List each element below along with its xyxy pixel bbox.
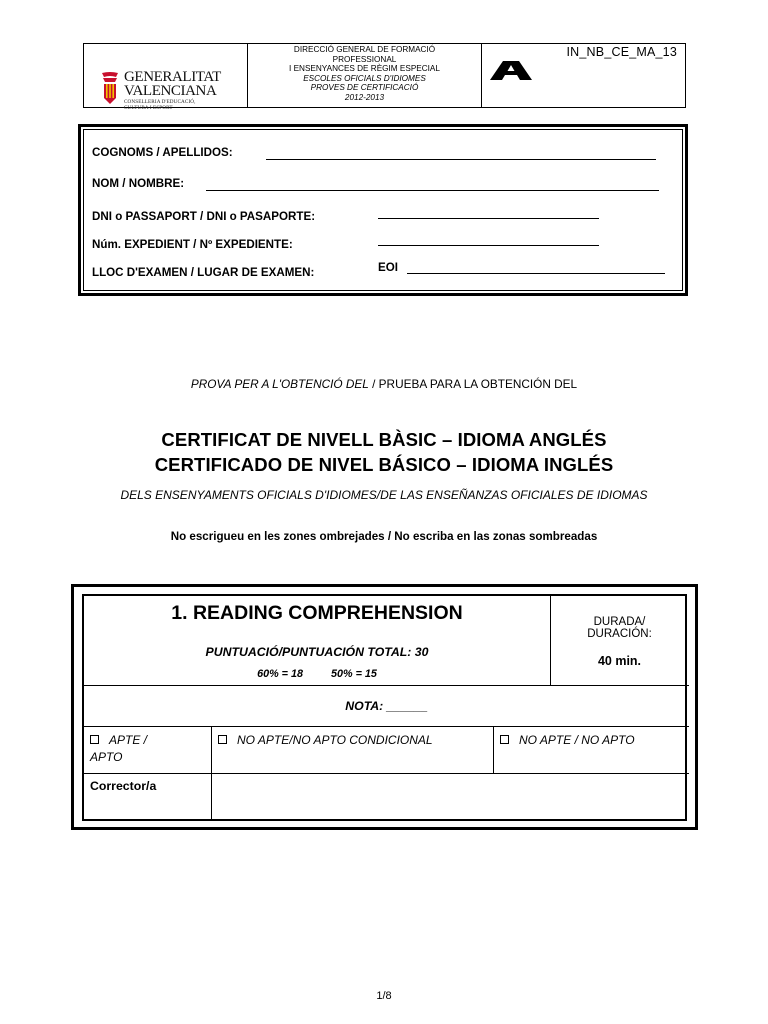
name-row bbox=[92, 177, 184, 190]
exam-subtitle: DELS ENSENYAMENTS OFICIALS D'IDIOMES/DE LAS ENSEÑANZAS OFICIALES DE IDIOMAS bbox=[120, 488, 648, 502]
header-code-cell bbox=[482, 44, 685, 107]
row-divider-1 bbox=[84, 685, 689, 686]
title-catalan: CERTIFICAT DE NIVELL BÀSIC – IDIOMA ANGLÉS bbox=[161, 429, 607, 450]
logo-department: CONSELLERIA D'EDUCACIÓ, CULTURA I ESPORT bbox=[124, 99, 196, 111]
exam-intro: PROVA PER A L'OBTENCIÓ DEL / PRUEBA PARA LA OBTENCIÓN DEL bbox=[190, 377, 578, 391]
title-spanish: CERTIFICADO DE NIVEL BÁSICO – IDIOMA INGLÉS bbox=[154, 454, 614, 475]
eoi-field[interactable] bbox=[407, 273, 665, 274]
row-divider-2 bbox=[84, 726, 689, 727]
file-label: Núm. EXPEDIENT / Nº EXPEDIENTE: bbox=[92, 238, 293, 251]
level-a-icon bbox=[490, 61, 532, 80]
candidate-data-box bbox=[78, 124, 688, 296]
corrector-label: Corrector/a bbox=[90, 779, 157, 793]
duration-divider bbox=[550, 596, 551, 685]
apte-checkbox[interactable] bbox=[90, 735, 99, 744]
pass-thresholds: 60% = 18 50% = 15 bbox=[257, 668, 377, 680]
logo-cell bbox=[84, 44, 248, 111]
id-row bbox=[92, 210, 315, 223]
eoi-label: EOI bbox=[378, 261, 398, 274]
name-label: NOM / NOMBRE: bbox=[92, 177, 185, 190]
surnames-row bbox=[92, 146, 233, 159]
reading-score-table bbox=[82, 594, 687, 821]
page-number: 1/8 bbox=[376, 990, 392, 1002]
no-apte-checkbox[interactable] bbox=[500, 735, 509, 744]
surnames-label: COGNOMS / APELLIDOS: bbox=[92, 146, 233, 159]
place-row bbox=[92, 266, 314, 279]
option-apte[interactable]: APTE / APTO bbox=[90, 733, 148, 764]
corrector-field[interactable] bbox=[212, 774, 686, 819]
total-score: PUNTUACIÓ/PUNTUACIÓN TOTAL: 30 bbox=[205, 645, 429, 659]
document-code: IN_NB_CE_MA_13 bbox=[566, 45, 677, 59]
generalitat-emblem-icon bbox=[100, 71, 120, 105]
file-row bbox=[92, 238, 293, 251]
col-divider-2 bbox=[493, 726, 494, 773]
surnames-field[interactable] bbox=[266, 159, 656, 160]
logo-wordmark: GENERALITAT VALENCIANA bbox=[124, 69, 221, 99]
duration-value: 40 min. bbox=[597, 654, 642, 668]
option-no-apte[interactable]: NO APTE / NO APTO bbox=[500, 732, 635, 749]
name-field[interactable] bbox=[206, 190, 659, 191]
id-field[interactable] bbox=[378, 218, 599, 219]
reading-score-box bbox=[71, 584, 698, 830]
no-apte-condicional-checkbox[interactable] bbox=[218, 735, 227, 744]
no-write-notice: No escrigueu en les zones ombrejades / No escriba en las zonas sombreadas bbox=[170, 530, 598, 543]
grade-field: NOTA: ______ bbox=[345, 699, 428, 713]
document-header bbox=[83, 43, 686, 111]
place-label: LLOC D'EXAMEN / LUGAR DE EXAMEN: bbox=[92, 266, 315, 279]
option-no-apte-condicional[interactable]: NO APTE/NO APTO CONDICIONAL bbox=[218, 732, 433, 749]
header-institution: DIRECCIÓ GENERAL DE FORMACIÓ PROFESSIONAL I ENSENYANCES DE RÈGIM ESPECIAL ESCOLES OFICIALS D'IDIOMES PROVES DE CERTIFICACIÓ 2012-2013 bbox=[248, 44, 482, 107]
section-title: 1. READING COMPREHENSION bbox=[171, 602, 463, 624]
file-field[interactable] bbox=[378, 245, 599, 246]
duration-label: DURADA/ DURACIÓN: bbox=[587, 616, 652, 640]
id-label: DNI o PASSAPORT / DNI o PASAPORTE: bbox=[92, 210, 316, 223]
